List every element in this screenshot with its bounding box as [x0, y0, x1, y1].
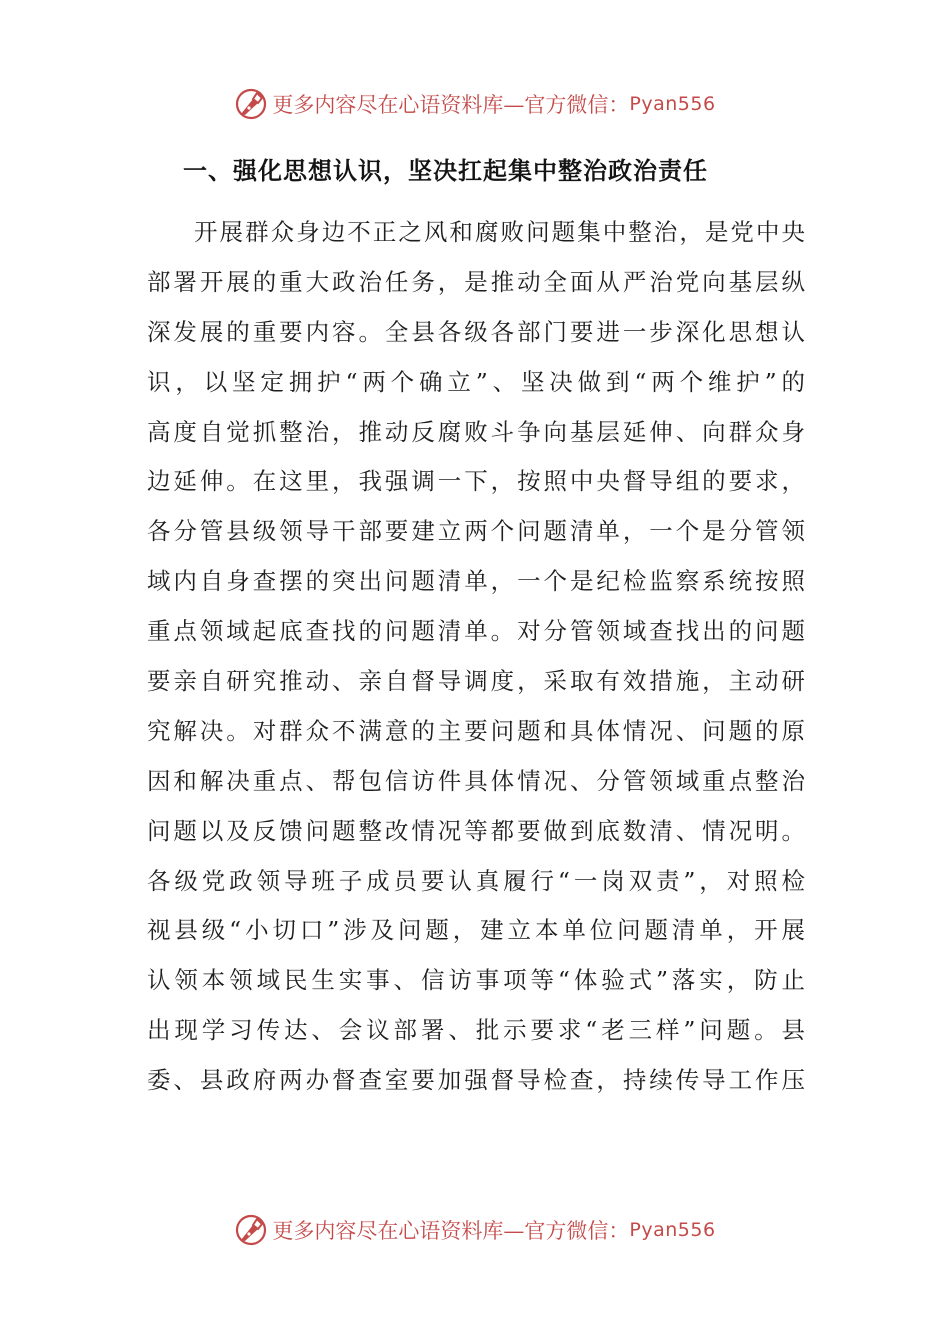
paragraph-line: 要亲自研究推动、亲自督导调度，采取有效措施，主动研 — [147, 667, 805, 696]
paragraph-line: 究解决。对群众不满意的主要问题和具体情况、问题的原 — [147, 716, 805, 745]
header-watermark-text: 更多内容尽在心语资料库—官方微信： — [272, 93, 630, 117]
paragraph-line: 各分管县级领导干部要建立两个问题清单，一个是分管领 — [147, 517, 805, 546]
paragraph-line: 部署开展的重大政治任务，是推动全面从严治党向基层纵 — [147, 267, 805, 296]
body-paragraph — [147, 208, 805, 1106]
paragraph-line: 高度自觉抓整治，推动反腐败斗争向基层延伸、向群众身 — [147, 417, 805, 446]
paragraph-line: 认领本领域民生实事、信访事项等“体验式”落实，防止 — [147, 966, 805, 995]
footer-watermark-banner — [0, 1208, 950, 1252]
header-watermark-wechat-id: Pyan556 — [629, 93, 716, 115]
paragraph-line: 深发展的重要内容。全县各级各部门要进一步深化思想认 — [147, 317, 805, 346]
paragraph-line: 出现学习传达、会议部署、批示要求“老三样”问题。县 — [147, 1016, 805, 1045]
paragraph-line: 边延伸。在这里，我强调一下，按照中央督导组的要求， — [147, 467, 805, 496]
paragraph-line: 委、县政府两办督查室要加强督导检查，持续传导工作压 — [147, 1066, 805, 1095]
paragraph-line: 因和解决重点、帮包信访件具体情况、分管领域重点整治 — [147, 766, 805, 795]
paragraph-line: 重点领域起底查找的问题清单。对分管领域查找出的问题 — [147, 617, 805, 646]
pen-nib-logo-icon — [234, 87, 268, 121]
paragraph-line: 域内自身查摆的突出问题清单，一个是纪检监察系统按照 — [147, 567, 805, 596]
paragraph-line: 识，以坚定拥护“两个确立”、坚决做到“两个维护”的 — [147, 367, 805, 396]
pen-nib-logo-icon — [234, 1213, 268, 1247]
paragraph-line: 开展群众身边不正之风和腐败问题集中整治，是党中央 — [194, 218, 805, 246]
footer-watermark-text: 更多内容尽在心语资料库—官方微信： — [272, 1219, 630, 1243]
paragraph-line: 问题以及反馈问题整改情况等都要做到底数清、情况明。 — [147, 816, 805, 845]
footer-watermark-wechat-id: Pyan556 — [629, 1219, 716, 1241]
section-heading: 一、强化思想认识，坚决扛起集中整治政治责任 — [183, 157, 708, 185]
header-watermark-banner — [0, 82, 950, 126]
paragraph-line: 各级党政领导班子成员要认真履行“一岗双责”，对照检 — [147, 866, 805, 895]
paragraph-line: 视县级“小切口”涉及问题，建立本单位问题清单，开展 — [147, 916, 805, 945]
